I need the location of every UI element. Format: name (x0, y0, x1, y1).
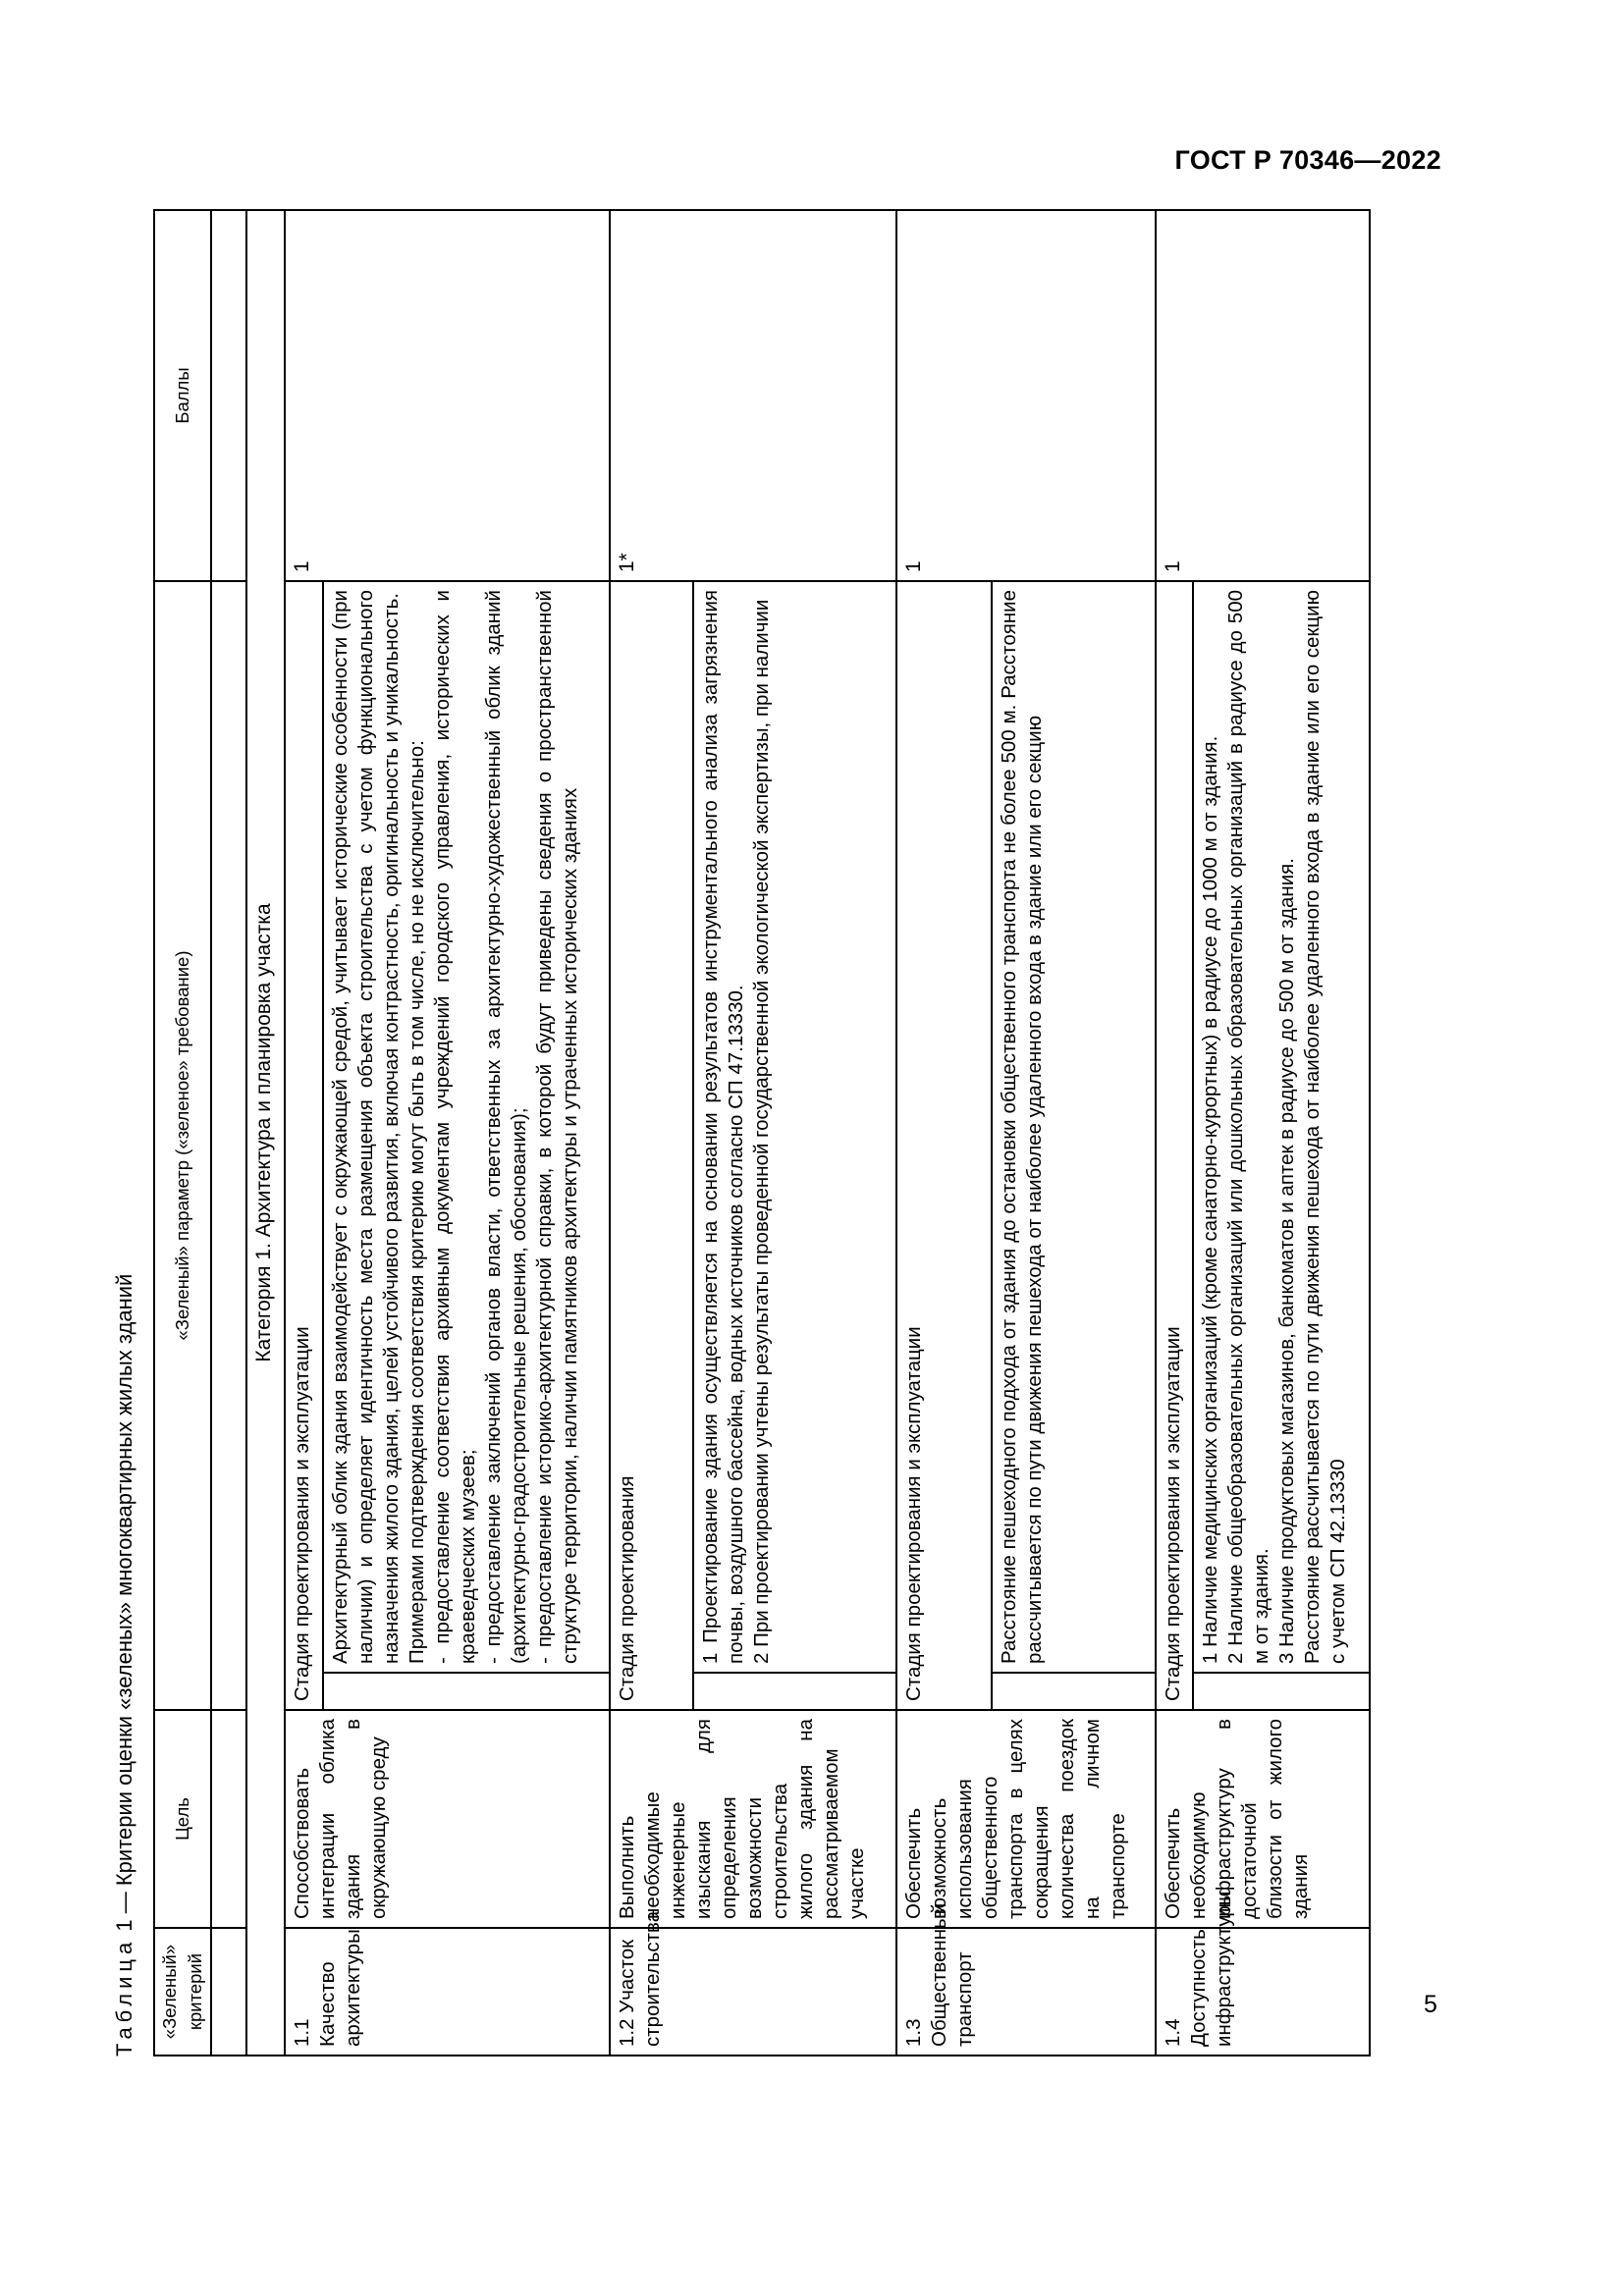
criterion-cell: 1.3 Общественный транспорт (896, 1928, 1156, 2056)
points-cell: 1 (1156, 210, 1370, 581)
indent-cell (323, 1673, 610, 1710)
stage-cell: Стадия проектирования и эксплуатации (1156, 581, 1194, 1710)
parameter-line: 1 Проектирование здания осуществляется на основании результатов инструментального анализа загрязнения почвы, воздушного бассейна, водных источников согласно СП 47.13330. (698, 590, 747, 1664)
goal-cell: Выполнить необходимые инженерные изыскания для определения возможности строительства жилого здания на рассматриваемом участке (610, 1710, 896, 1928)
table-spacer-row (211, 210, 246, 2056)
parameter-cell (323, 581, 610, 1673)
parameter-line: 2 Наличие общеобразовательных организаций или дошкольных образовательных организаций в радиусе до 500 м от здания. (1224, 590, 1273, 1664)
column-header-points: Баллы (154, 210, 211, 581)
parameter-line: 3 Наличие продуктовых магазинов, банкоматов и аптек в радиусе до 500 м от здания. (1275, 858, 1299, 1664)
category-row (246, 210, 285, 2056)
table-caption-text: 1 — Критерии оценки «зеленых» многоквартирных жилых зданий (112, 1273, 136, 1932)
column-header-goal: Цель (154, 1710, 211, 1928)
stage-cell: Стадия проектирования и эксплуатации (896, 581, 992, 1710)
parameter-line: 1 Наличие медицинских организаций (кроме санаторно-курортных) в радиусе до 1000 м от здания. (1199, 735, 1222, 1664)
parameter-line: Расстояние пешеходного подхода от здания до остановки общественного транспорта не более 500 м. Расстояние рассчитывается по пути движения пешехода от наиболее удаленного входа в здание или его секцию (997, 590, 1046, 1664)
table-row (1156, 210, 1194, 2056)
goal-cell: Обеспечить необходимую инфраструктуру в достаточной близости от жилого здания (1156, 1710, 1370, 1928)
table-caption (108, 1274, 141, 2056)
parameter-line: 2 При проектировании учтены результаты проведенной государственной экологической экспертизы, при наличии (749, 599, 773, 1664)
points-cell: 1* (610, 210, 896, 581)
parameter-line: - предоставление заключений органов власти, ответственных за архитектурно-художественный облик зданий (архитектурно-градостроительные решения, обоснования); (481, 590, 530, 1664)
table-caption-label: Таблица (112, 1937, 136, 2056)
column-header-parameter: «Зеленый» параметр («зеленое» требование) (154, 581, 211, 1710)
rotated-table-region (108, 211, 1375, 2056)
spacer-cell (211, 1928, 246, 2056)
criterion-cell: 1.4 Доступность инфраструктуры (1156, 1928, 1370, 2056)
parameter-cell (992, 581, 1156, 1673)
parameter-cell (693, 581, 896, 1673)
page-number: 5 (1424, 1991, 1437, 2018)
indent-cell (693, 1673, 896, 1710)
parameter-line: Примерами подтверждения соответствия критерию могут быть в том числе, но не исключительно: (405, 740, 428, 1664)
indent-cell (1193, 1673, 1370, 1710)
parameter-cell (1193, 581, 1370, 1673)
criterion-cell: 1.1 Качество архитектуры (285, 1928, 610, 2056)
standard-designation: ГОСТ Р 70346—2022 (1174, 145, 1441, 175)
table-row (285, 210, 323, 2056)
stage-cell: Стадия проектирования и эксплуатации (285, 581, 323, 1710)
table-header-row (154, 210, 211, 2056)
stage-cell: Стадия проектирования (610, 581, 693, 1710)
indent-cell (992, 1673, 1156, 1710)
spacer-cell (211, 210, 246, 581)
parameter-line: Архитектурный облик здания взаимодействует с окружающей средой, учитывает исторические особенности (при наличии) и определяет идентичность места размещения объекта строительства с учетом функционального назначения жилого здания, целей устойчивого развития, включая контрастность, оригинальность и уникальность. (328, 590, 403, 1664)
spacer-cell (211, 581, 246, 1710)
spacer-cell (211, 1710, 246, 1928)
column-header-criterion: «Зеленый» критерий (154, 1928, 211, 2056)
criteria-table (153, 209, 1371, 2056)
table-row (896, 210, 992, 2056)
criterion-cell: 1.2 Участок строительства (610, 1928, 896, 2056)
goal-cell: Обеспечить возможность использования общественного транспорта в целях сокращения количества поездок на личном транспорте (896, 1710, 1156, 1928)
points-cell: 1 (896, 210, 1156, 581)
category-title: Категория 1. Архитектура и планировка участка (246, 210, 285, 2056)
points-cell: 1 (285, 210, 610, 581)
table-row (610, 210, 693, 2056)
parameter-line: - предоставление историко-архитектурной справки, в которой будут приведены сведения о пространственной структуре территории, наличии памятников архитектуры и утраченных исторических зданиях (532, 590, 581, 1664)
parameter-line: - предоставление соответствия архивным документам учреждений городского управления, исторических и краеведческих музеев; (430, 590, 479, 1664)
goal-cell: Способствовать интеграции облика здания в окружающую среду (285, 1710, 610, 1928)
parameter-line: Расстояние рассчитывается по пути движения пешехода от наиболее удаленного входа в здание или его секцию с учетом СП 42.13330 (1301, 590, 1350, 1664)
